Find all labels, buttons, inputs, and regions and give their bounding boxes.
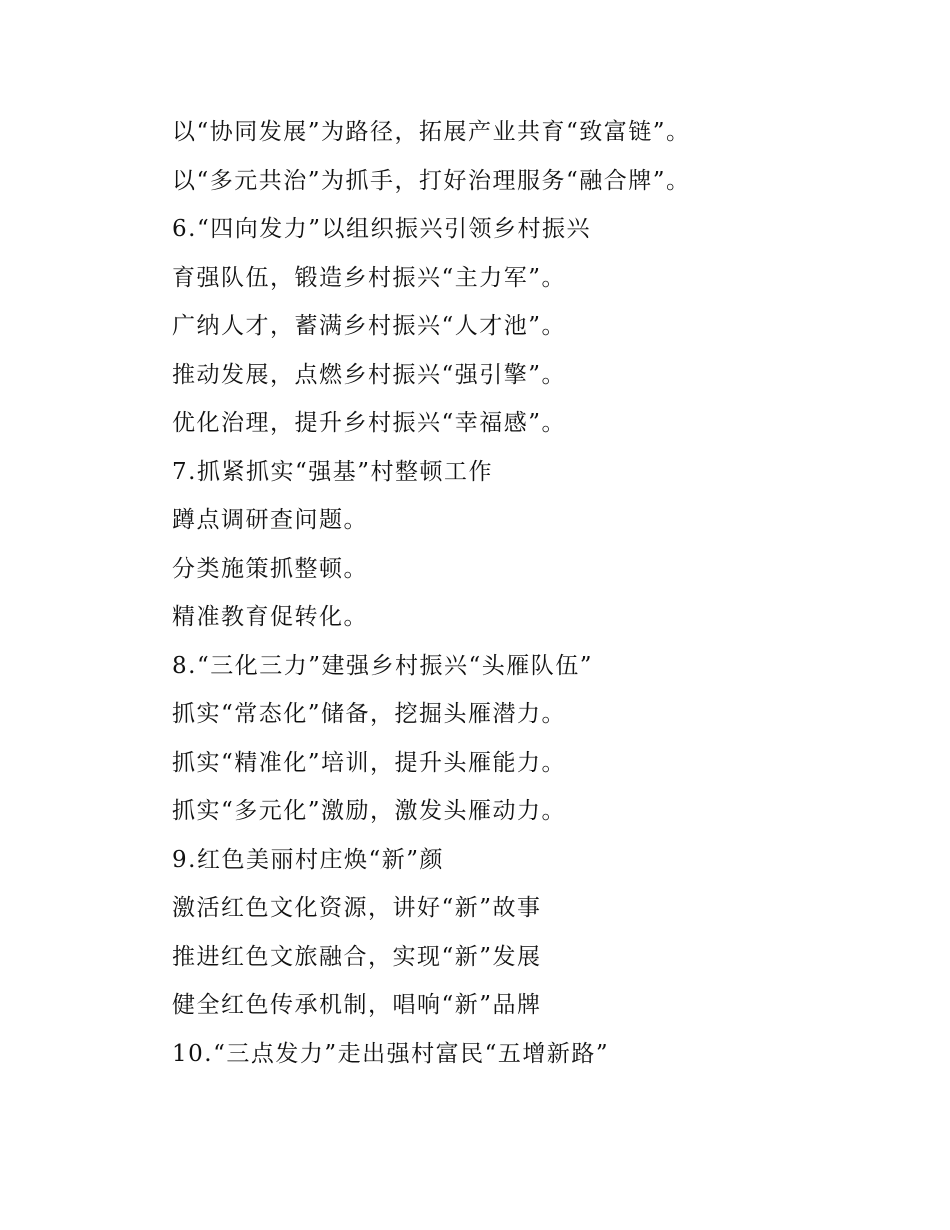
body-line: 精准教育促转化。 — [172, 604, 368, 630]
body-line: 抓实“多元化”激励，激发头雁动力。 — [172, 798, 567, 824]
body-line: 广纳人才，蓄满乡村振兴“人才池”。 — [172, 313, 567, 339]
body-line: 推动发展，点燃乡村振兴“强引擎”。 — [172, 361, 567, 388]
body-line: 推进红色文旅融合，实现“新”发展 — [172, 943, 542, 970]
body-line: 抓实“常态化”储备，挖掘头雁潜力。 — [172, 701, 567, 727]
document-body — [172, 108, 912, 1078]
body-line: 蹲点调研查问题。 — [172, 507, 368, 533]
section-heading: 6.“四向发力”以组织振兴引领乡村振兴 — [172, 216, 591, 242]
body-line: 育强队伍，锻造乡村振兴“主力军”。 — [172, 264, 567, 291]
section-heading: 8.“三化三力”建强乡村振兴“头雁队伍” — [172, 652, 593, 679]
body-line: 以“协同发展”为路径，拓展产业共育“致富链”。 — [172, 119, 691, 145]
section-heading: 7.抓紧抓实“强基”村整顿工作 — [172, 458, 493, 485]
body-line: 分类施策抓整顿。 — [172, 555, 368, 582]
body-line: 优化治理，提升乡村振兴“幸福感”。 — [172, 410, 567, 436]
body-line: 激活红色文化资源，讲好“新”故事 — [172, 895, 542, 921]
body-line: 以“多元共治”为抓手，打好治理服务“融合牌”。 — [172, 167, 691, 194]
body-line: 抓实“精准化”培训，提升头雁能力。 — [172, 749, 567, 776]
section-heading: 10.“三点发力”走出强村富民“五增新路” — [172, 1040, 610, 1067]
body-line: 健全红色传承机制，唱响“新”品牌 — [172, 992, 542, 1018]
section-heading: 9.红色美丽村庄焕“新”颜 — [172, 846, 444, 873]
